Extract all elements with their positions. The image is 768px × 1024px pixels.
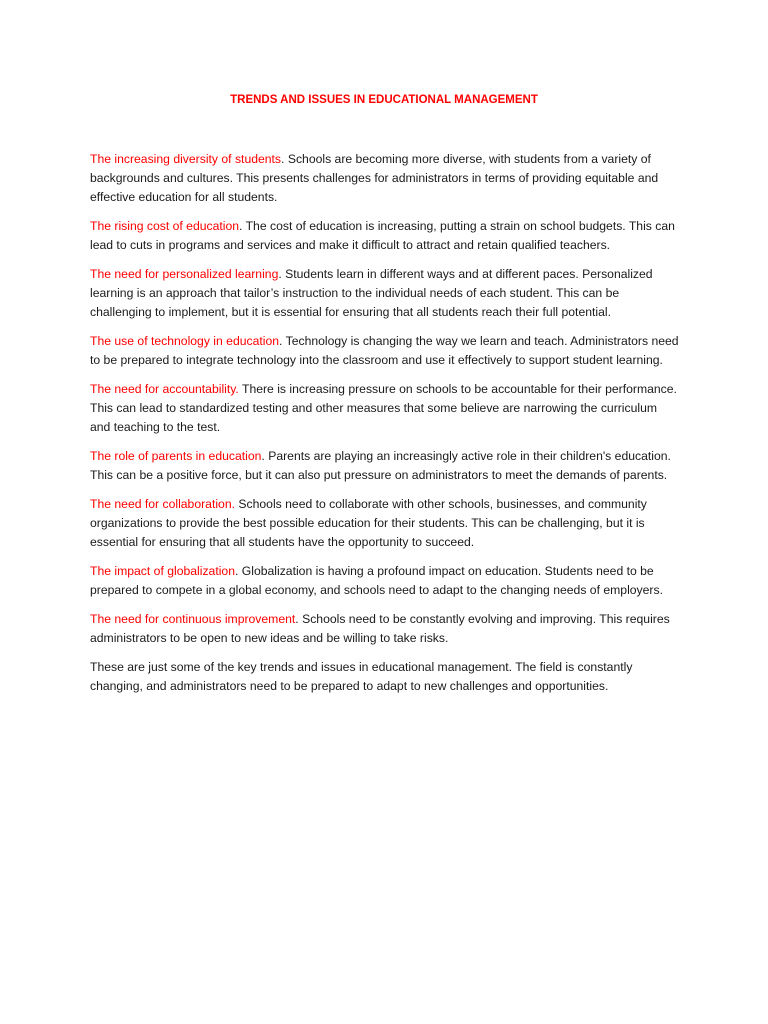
section-heading: The need for personalized learning <box>90 267 279 281</box>
section-heading: The use of technology in education <box>90 334 280 348</box>
section-heading-suffix: . <box>295 612 303 626</box>
conclusion-paragraph: These are just some of the key trends and issues in educational management. The field is constantly changing, and administrators need to be prepared to adapt to new challenges and opportunities. <box>90 660 633 693</box>
section-heading-suffix: . <box>261 449 269 463</box>
section-body: There is increasing pressure on schools to be accountable for their performance. This can lead to standardized testing and other measures that some believe are narrowing the curriculum and teaching to the test. <box>90 382 677 434</box>
section-heading: The rising cost of education <box>90 219 240 233</box>
section-heading-suffix: . <box>234 564 242 578</box>
section-body: Technology is changing the way we learn and teach. Administrators need to be prepared to integrate technology into the classroom and use it effectively to support student learning. <box>90 334 679 367</box>
section-paragraph <box>90 332 680 370</box>
document-body <box>90 150 680 706</box>
section-heading: The impact of globalization <box>90 564 235 578</box>
document-title: TRENDS AND ISSUES IN EDUCATIONAL MANAGEMENT <box>230 94 538 106</box>
section-body: Globalization is having a profound impact on education. Students need to be prepared to compete in a global economy, and schools need to adapt to the changing needs of employers. <box>90 564 663 597</box>
section-heading: The need for continuous improvement <box>90 612 296 626</box>
section-heading: The need for collaboration. <box>90 497 235 511</box>
section-heading-suffix: . <box>278 267 286 281</box>
section-heading-suffix: . <box>239 219 246 233</box>
section-heading: The role of parents in education <box>90 449 262 463</box>
section-paragraph <box>90 265 680 322</box>
section-heading-suffix: . <box>281 152 288 166</box>
section-body: Schools are becoming more diverse, with students from a variety of backgrounds and cultures. This presents challenges for administrators in terms of providing equitable and effective education for all students. <box>90 152 659 204</box>
section-paragraph <box>90 562 680 600</box>
section-body: The cost of education is increasing, putting a strain on school budgets. This can lead to cuts in programs and services and make it difficult to attract and retain qualified teachers. <box>90 219 675 252</box>
section-paragraph <box>90 495 680 552</box>
section-heading: The increasing diversity of students <box>90 152 282 166</box>
section-paragraph <box>90 610 680 648</box>
section-body: Parents are playing an increasingly active role in their children's education. This can be a positive force, but it can also put pressure on administrators to meet the demands of parents. <box>90 449 671 482</box>
section-body: Students learn in different ways and at different paces. Personalized learning is an approach that tailor’s instruction to the individual needs of each student. This can be challenging to implement, but it is essential for ensuring that all students reach their full potential. <box>90 267 653 319</box>
section-paragraph <box>90 150 680 207</box>
section-paragraph <box>90 380 680 437</box>
section-paragraph <box>90 447 680 485</box>
section-heading-suffix: . <box>279 334 286 348</box>
section-body: Schools need to collaborate with other schools, businesses, and community organizations to provide the best possible education for their students. This can be challenging, but it is essential for ensuring that all students have the opportunity to succeed. <box>90 497 647 549</box>
section-body: Schools need to be constantly evolving and improving. This requires administrators to be open to new ideas and be willing to take risks. <box>90 612 670 645</box>
section-heading: The need for accountability. <box>90 382 239 396</box>
section-paragraph <box>90 217 680 255</box>
